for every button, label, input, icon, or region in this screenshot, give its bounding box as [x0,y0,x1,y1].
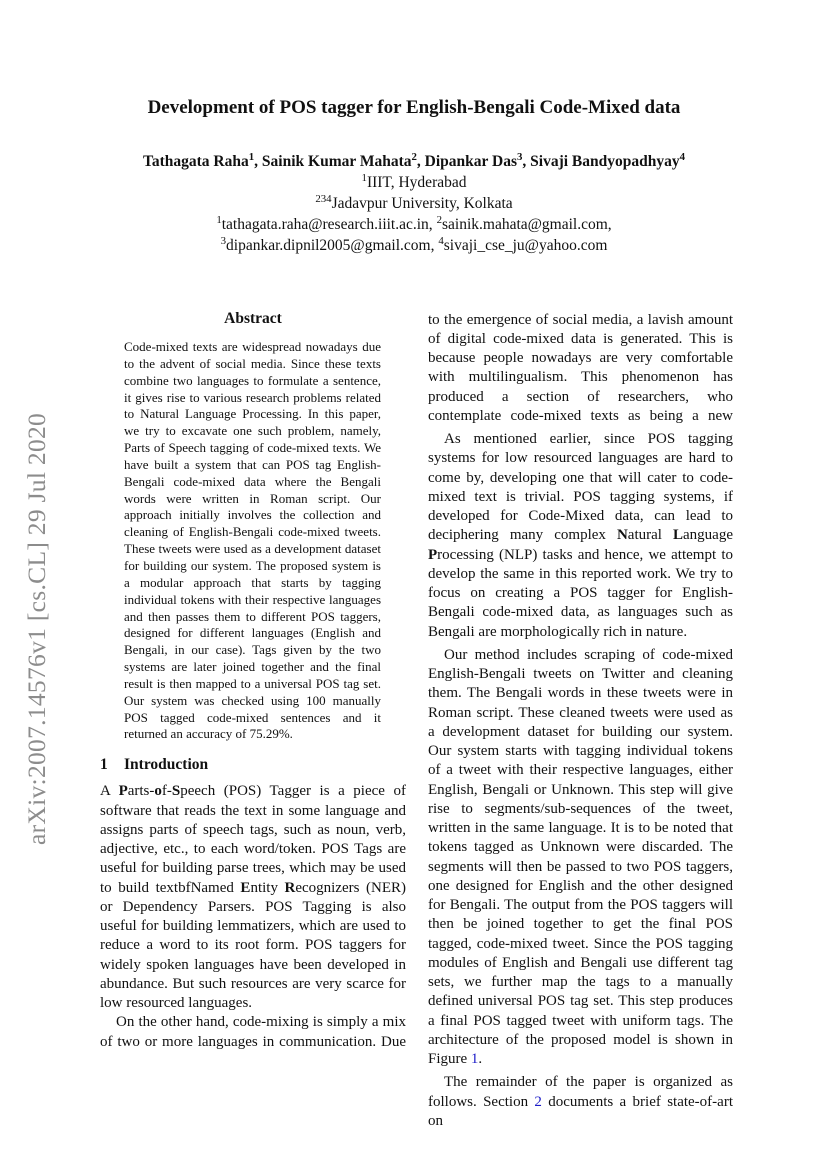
section-number: 1 [100,756,108,774]
intro-paragraph: A Parts-of-Speech (POS) Tagger is a piece of software that reads the text in some language and assigns parts of speech tags, such as noun, verb, adjective, etc., to each word/token. POS Tags are useful for building parse trees, which may be used to build textbfNamed Entity Recognizers (NER) or Dependency Parsers. POS Tagging is also useful for building lemmatizers, which are used to reduce a word to its root form. POS taggers for widely spoken languages have been developed in abundance. But such resources are very scarce for low resourced languages. [100,783,406,1011]
email: sainik.mahata@gmail.com, [441,216,612,233]
abstract-heading: Abstract [224,310,282,327]
email-mark: 1 [216,213,222,226]
figure-reference-link[interactable]: 1 [470,1051,479,1067]
section-reference-link[interactable]: 2 [534,1093,542,1110]
email-line [0,235,828,256]
author-name: Dipankar Das [424,153,517,170]
section-heading [100,755,406,775]
right-column [428,311,733,1131]
email: dipankar.dipnil2005@gmail.com, [226,237,435,254]
author-mark: 2 [411,150,417,163]
author-name: Sainik Kumar Mahata [261,153,412,170]
author-name: Tathagata Raha [142,153,249,170]
affiliation [0,172,828,193]
email-mark: 3 [220,234,227,247]
intro-paragraph: Our method includes scraping of code-mixed English-Bengali tweets on Twitter and cleaning them. The Bengali words in these tweets were in Roman script. These cleaned tweets were used as a development dataset for building our system. Our system starts with tagging individual tokens of a tweet with their respective languages, either English, Bengali or Unknown. This step will give rise to segments/sub-sequences of the tweet, written in the same language. It is to be noted that tokens tagged as Unknown were discarded. The segments will then be passed to two POS taggers, one designed for English and the other designed for Bengali. The output from the POS taggers will then be joined together to get the final POS tagged, code-mixed tweet. Since the POS tagging modules of English and Bengali use different tag sets, we further map the tags to a manually defined universal POS tag set. This step produces a final POS tagged tweet with uniform tags. The architecture of the proposed model is shown in Figure 1. [428,646,733,1067]
intro-paragraph: The remainder of the paper is organized as follows. Section 2 documents a brief state-of-art on [428,1074,733,1129]
author-mark: 1 [248,150,255,163]
paragraph-continuation-window [428,311,733,426]
affiliation-mark: 234 [315,192,332,205]
affiliation-text: IIIT, Hyderabad [366,174,467,191]
email: tathagata.raha@research.iiit.ac.in, [221,216,433,233]
intro-paragraph-split: On the other hand, code-mixing is simply a mix of two or more languages in communication. Due [100,1014,406,1050]
author-mark: 4 [679,150,686,163]
affiliation [0,193,828,214]
email-line [0,214,828,235]
intro-paragraph: As mentioned earlier, since POS tagging systems for low resourced languages are hard to come by, developing one that will cater to code-mixed text is trivial. POS tagging systems, if developed for Code-Mixed data, can lead to deciphering many complex Natural Language Processing (NLP) tasks and hence, we attempt to develop the same in this reported work. We try to focus on creating a POS tagger for English-Bengali code-mixed data, as languages such as Bengali are morphologically rich in nature. [428,431,733,640]
paper-header [0,151,828,256]
email-mark: 4 [438,234,444,247]
author-list: Tathagata Raha$^1$, Sainik Kumar Mahata$^2$, Dipankar Das$^3$, Sivaji Bandyopadhyay$^4$ [142,150,686,170]
paper-title: Development of POS tagger for English-Bengali Code-Mixed data [147,97,681,118]
author-name: Sivaji Bandyopadhyay [530,153,680,170]
arxiv-identifier: arXiv:2007.14576v1 [cs.CL] 29 Jul 2020 [22,412,51,845]
email-mark: 2 [436,213,442,226]
abstract-text: Code-mixed texts are widespread nowadays due to the advent of social media. Since these texts combine two languages to formulate a sentence, it gives rise to various research problems related to Natural Language Processing. In this paper, we try to excavate one such problem, namely, Parts of Speech tagging of code-mixed texts. We have built a system that can POS tag English-Bengali code-mixed data where the Bengali words were written in Roman script. Our approach initially involves the collection and cleaning of English-Bengali code-mixed tweets. These tweets were used as a development dataset for building our system. The proposed system is a modular approach that starts by tagging individual tokens with their respective languages and then passes them to different POS taggers, designed for different languages (English and Bengali, in our case). Tags given by the two systems are later joined together and the final result is then mapped to a universal POS tag set. Our system was checked using 100 manually POS tagged code-mixed sentences and it returned an accuracy of 75.29%. [124,339,381,742]
section-title: Introduction [124,756,209,774]
left-column [100,309,406,1052]
author-mark: 3 [516,150,523,163]
affiliation-text: Jadavpur University, Kolkata [331,195,513,212]
affiliation-mark: 1 [361,171,367,184]
email: sivaji_cse_ju@yahoo.com [443,237,608,254]
intro-paragraph-continued: to the emergence of social media, a lavish amount of digital code-mixed data is generated. This is because people nowadays are very comfortable with multilingualism. This phenomenon has produced a section of researchers, who contemplate code-mixed texts as being a new [428,311,733,424]
